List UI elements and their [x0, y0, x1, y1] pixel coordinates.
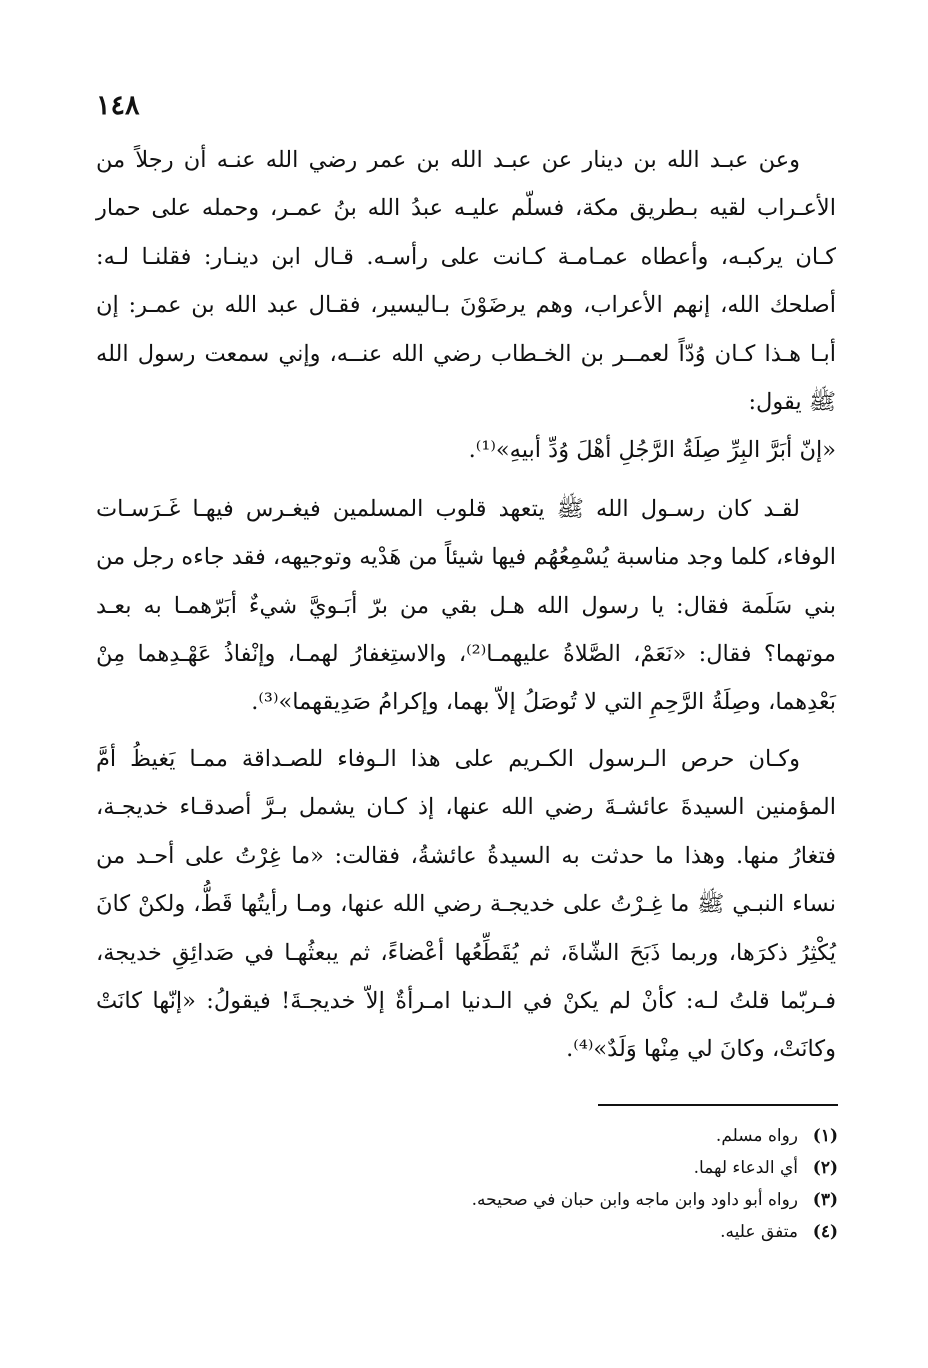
- footnote-item: [300, 1120, 838, 1152]
- footnote-number: (٤): [812, 1222, 838, 1242]
- footnote-number: (١): [812, 1126, 838, 1146]
- footnotes: [300, 1120, 838, 1248]
- hadith-quote: «إنّ أبَرَّ البِرِّ صِلَةُ الرَّجُلِ أهْلَ وُدِّ أبيهِ»⁽¹⁾.: [468, 437, 836, 464]
- footnote-item: [300, 1152, 838, 1184]
- footnote-item: [300, 1216, 838, 1248]
- footnote-text: رواه أبو داود وابن ماجه وابن حبان في صحيحه.: [471, 1190, 798, 1210]
- paragraph-ibn-dinar: وعن عبـد الله بن دينار عن عبـد الله بن عمر رضي الله عنـه أن رجلاً من الأعـراب لقيه بـطريق مكة، فسلّم عليـه عبدُ الله بنُ عمـر، وحمله على حمار كـان يركبـه، وأعطاه عمـامـة كـانت على رأسـه. قـال ابن دينـار: فقلنـا لـه: أصلحك الله، إنهم الأعراب، وهم يرضَوْنَ بـاليسير، فقـال عبد الله بن عمـر: إن أبـا هـذا كـان وُدّاً لعمــر بن الخـطاب رضي الله عنــه، وإني سمعت رسول الله ﷺ يقول:: [96, 147, 836, 416]
- main-text: [96, 136, 836, 1074]
- footnote-separator: [598, 1104, 838, 1106]
- footnote-text: رواه مسلم.: [715, 1126, 798, 1146]
- paragraph-aisha-khadija: وكـان حرص الـرسول الكـريم على هذا الـوفاء للصـداقة ممـا يَغيظُ أمَّ المؤمنين السيدةَ عائشـةَ رضي الله عنها، إذ كـان يشمل بـرَّ أصدقـاء خديجـة، فتغارُ منها. وهذا ما حدثت به السيدةُ عائشةُ، فقالت: «ما غِرْتُ على أحـد من نساء النبـي ﷺ ما غِـرْتُ على خديجـة رضي الله عنها، ومـا رأيتُها قَطُّ، ولكنْ كانَ يُكْثِرُ ذكرَها، وربما ذَبَحَ الشّاةَ، ثم يُقَطِّعُها أعْضاءً، ثم يبعثُهـا في صَدائِقِ خديجة، فـربّما قلتُ لـه: كأنْ لم يكنْ في الـدنيا امـرأةٌ إلاّ خديجـةَ! فيقولُ: «إنّها كانَتْ وكانَتْ، وكانَ لي مِنْها وَلَدٌ»⁽⁴⁾.: [96, 745, 836, 1063]
- paragraph-prophet-loyalty: لقـد كان رسـول الله ﷺ يتعهد قلوب المسلمين فيغـرس فيهـا غَـرَسـات الوفاء، كلما وجد مناسبة يُسْمِعُهُم فيها شيئاً من هَدْيه وتوجيهه، فقد جاءه رجل من بني سَلَمة فقال: يا رسول الله هـل بقي من برّ أبَـويَّ شيءٌ أبَرّهمـا به بعـد موتهما؟ فقال: «نَعَمْ، الصَّلاةُ عليهمـا⁽²⁾، والاستِغفارُ لهمـا، وإنْفاذُ عَهْـدِهما مِنْ بَعْدِهما، وصِلَةُ الرَّحِمِ التي لا تُوصَلُ إلاّ بهما، وإكرامُ صَدِيقهما»⁽³⁾.: [96, 495, 836, 716]
- footnote-number: (٣): [812, 1190, 838, 1210]
- page-number: ١٤٨: [96, 90, 140, 121]
- footnote-text: متفق عليه.: [720, 1222, 798, 1242]
- footnote-number: (٢): [812, 1158, 838, 1178]
- footnote-text: أي الدعاء لهما.: [693, 1158, 798, 1178]
- footnote-item: [300, 1184, 838, 1216]
